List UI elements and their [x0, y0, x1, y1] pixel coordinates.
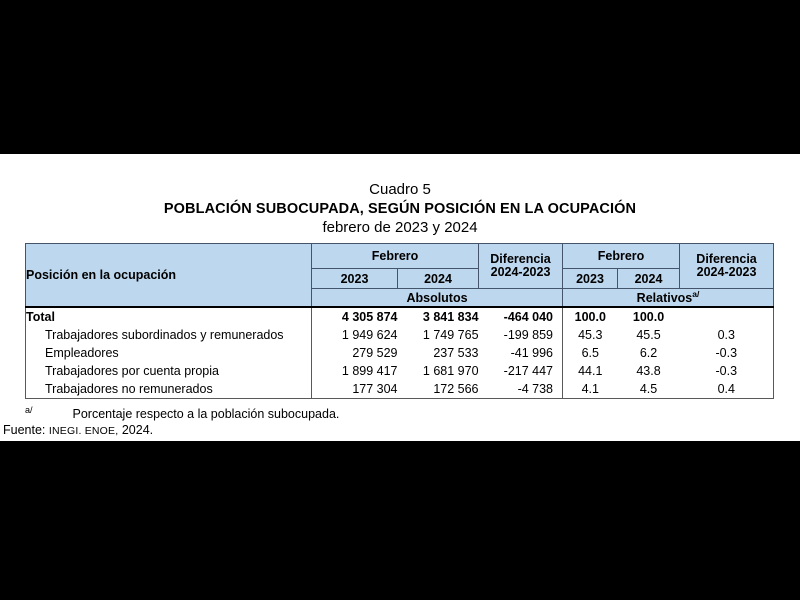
column-group-febrero-absolutos: Febrero — [312, 244, 479, 269]
row-label: Empleadores — [45, 346, 119, 360]
cell-abs-diferencia: -4 738 — [517, 382, 554, 396]
cell-abs-2024: 172 566 — [433, 382, 479, 396]
footnote-a-text: Porcentaje respecto a la población subocupada. — [72, 407, 340, 422]
relativos-label: Relativos — [636, 290, 693, 305]
diferencia-line1: Diferencia — [490, 252, 551, 266]
cell-abs-2024: 1 749 765 — [422, 328, 479, 342]
cell-rel-2023: 44.1 — [563, 362, 618, 380]
absolutos-label: Absolutos — [406, 290, 468, 305]
group-header-absolutos — [312, 289, 563, 308]
group-header-relativos — [563, 289, 774, 308]
cell-rel-2024: 45.5 — [636, 328, 661, 342]
footnote-a — [25, 403, 800, 421]
column-header-rel-2023: 2023 — [563, 269, 618, 289]
table-row-total — [26, 307, 774, 326]
column-group-febrero-relativos: Febrero — [563, 244, 680, 269]
source-line — [3, 423, 800, 438]
footnote-a-mark: a/ — [25, 405, 33, 415]
row-label: Trabajadores no remunerados — [45, 382, 213, 396]
table-body — [26, 307, 774, 399]
cell-rel-diferencia: -0.3 — [715, 346, 738, 360]
row-label: Trabajadores por cuenta propia — [45, 364, 219, 378]
source-institution: INEGI. ENOE, — [48, 425, 119, 438]
letterbox-bottom — [0, 441, 800, 600]
cell-abs-2024: 1 681 970 — [422, 364, 479, 378]
cell-rel-2024: 6.2 — [639, 346, 658, 360]
cell-rel-diferencia — [680, 307, 774, 326]
table-header — [26, 244, 774, 308]
cell-abs-2023: 1 899 417 — [312, 362, 398, 380]
table-row-subordinados — [26, 326, 774, 344]
source-prefix: Fuente: — [3, 423, 46, 438]
cell-abs-2024: 3 841 834 — [398, 307, 479, 326]
cell-rel-2024: 100.0 — [618, 307, 680, 326]
diferencia-line1: Diferencia — [696, 252, 757, 266]
cell-abs-diferencia: -41 996 — [510, 346, 554, 360]
row-label: Trabajadores subordinados y remunerados — [45, 328, 284, 342]
letterbox-top — [0, 0, 800, 154]
table-row-cuenta-propia — [26, 362, 774, 380]
cell-rel-2023: 100.0 — [563, 307, 618, 326]
column-header-diferencia-relativos — [680, 244, 774, 289]
cell-rel-2023: 4.1 — [563, 380, 618, 399]
cell-rel-2023: 45.3 — [563, 326, 618, 344]
document-canvas — [0, 154, 800, 441]
cell-abs-diferencia: -217 447 — [503, 364, 554, 378]
cell-rel-diferencia: 0.3 — [717, 328, 735, 342]
diferencia-line2: 2024-2023 — [696, 265, 757, 279]
cell-abs-2023: 1 949 624 — [312, 326, 398, 344]
row-label: Total — [26, 307, 312, 326]
title-block — [0, 154, 800, 237]
column-header-diferencia-absolutos — [479, 244, 563, 289]
cell-abs-2023: 279 529 — [312, 344, 398, 362]
cell-rel-2023: 6.5 — [563, 344, 618, 362]
cell-rel-diferencia: 0.4 — [717, 382, 735, 396]
cell-abs-2023: 4 305 874 — [312, 307, 398, 326]
column-header-abs-2024: 2024 — [398, 269, 479, 289]
cell-abs-diferencia: -199 859 — [503, 328, 554, 342]
cell-rel-diferencia: -0.3 — [715, 364, 738, 378]
column-header-abs-2023: 2023 — [312, 269, 398, 289]
page-title: POBLACIÓN SUBOCUPADA, SEGÚN POSICIÓN EN LA OCUPACIÓN — [163, 201, 637, 217]
table-number: Cuadro 5 — [369, 181, 431, 198]
footnote-mark-relativos: a/ — [692, 288, 700, 299]
cell-abs-2024: 237 533 — [433, 346, 479, 360]
data-table — [25, 243, 774, 399]
column-header-rel-2024: 2024 — [618, 269, 680, 289]
table-row-empleadores — [26, 344, 774, 362]
cell-rel-2024: 43.8 — [636, 364, 661, 378]
subtitle-period: febrero de 2023 y 2024 — [322, 219, 478, 236]
table-row-no-remunerados — [26, 380, 774, 399]
column-header-posicion: Posición en la ocupación — [26, 244, 312, 308]
cell-abs-2023: 177 304 — [312, 380, 398, 399]
diferencia-line2: 2024-2023 — [490, 265, 551, 279]
source-year: 2024. — [121, 423, 154, 438]
cell-abs-diferencia: -464 040 — [479, 307, 563, 326]
cell-rel-2024: 4.5 — [639, 382, 658, 396]
